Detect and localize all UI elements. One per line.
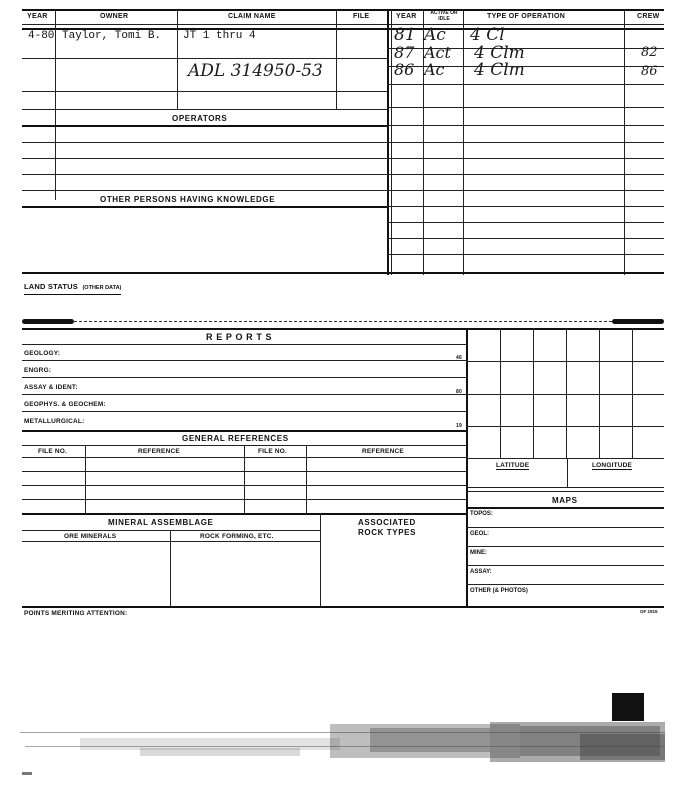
ore-minerals-label: ORE MINERALS <box>64 533 117 540</box>
points-meriting-attention: POINTS MERITING ATTENTION: <box>24 610 128 617</box>
report-geology-label: GEOLOGY: <box>24 350 61 357</box>
header-type-of-operation: TYPE OF OPERATION <box>487 13 566 20</box>
rock-forming-label: ROCK FORMING, ETC. <box>200 533 274 540</box>
header-crew: CREW <box>637 13 660 20</box>
gr-file-no-2: FILE NO. <box>258 448 288 455</box>
activity-operation-3: 4 Clm <box>474 60 525 80</box>
activity-status-3: Ac <box>424 60 445 79</box>
reports-bar-left <box>22 319 74 324</box>
activity-crew-2: 82 <box>641 45 658 60</box>
reports-bar-right <box>612 319 664 324</box>
header-year: YEAR <box>27 13 48 20</box>
mineral-assemblage-title: MINERAL ASSEMBLAGE <box>108 518 214 527</box>
header-active-idle: ACTIVE OR IDLE <box>430 10 458 22</box>
operators-title: OPERATORS <box>172 114 228 123</box>
form-number: GF 1915 <box>640 609 658 614</box>
rock-types-title: ROCK TYPES <box>358 528 417 537</box>
gr-file-no-1: FILE NO. <box>38 448 68 455</box>
report-metallurgical-num: 19 <box>456 423 462 429</box>
header-year-2: YEAR <box>396 13 417 20</box>
header-claim-name: CLAIM NAME <box>228 13 276 20</box>
header-file: FILE <box>353 13 370 20</box>
maps-title: MAPS <box>552 496 578 505</box>
maps-assay: ASSAY: <box>470 569 492 575</box>
maps-topos: TOPOS: <box>470 511 493 517</box>
activity-status-2: Act <box>424 43 451 62</box>
activity-year-3: 86 <box>394 60 415 79</box>
activity-crew-3: 86 <box>641 64 658 79</box>
general-references-title: GENERAL REFERENCES <box>182 434 289 443</box>
scan-noise-bar <box>20 718 665 768</box>
report-assay-num: 80 <box>456 389 462 395</box>
report-geophys-label: GEOPHYS. & GEOCHEM: <box>24 401 106 408</box>
land-status-title <box>24 276 121 295</box>
land-status-label: LAND STATUS <box>24 282 79 291</box>
record-year: 4-80 <box>28 30 55 42</box>
activity-year-1: 81 <box>394 25 416 45</box>
reports-title: R E P O R T S <box>206 332 273 342</box>
record-owner: Taylor, Tomi B. <box>62 30 162 42</box>
gr-reference-2: REFERENCE <box>362 448 404 455</box>
record-claim-name: JT 1 thru 4 <box>183 30 256 42</box>
other-persons-title: OTHER PERSONS HAVING KNOWLEDGE <box>100 195 276 204</box>
activity-operation-1: 4 Cl <box>470 25 505 45</box>
activity-status-1: Ac <box>424 25 446 45</box>
header-owner: OWNER <box>100 13 129 20</box>
associated-title: ASSOCIATED <box>358 518 416 527</box>
report-engrg-label: ENGRG: <box>24 367 52 374</box>
record-adl-handwritten: ADL 314950-53 <box>188 61 323 81</box>
report-geology-num: 46 <box>456 355 462 361</box>
latitude-label: LATITUDE <box>496 462 530 469</box>
maps-geol: GEOL: <box>470 531 489 537</box>
report-assay-label: ASSAY & IDENT: <box>24 384 78 391</box>
scan-speck <box>22 772 32 775</box>
scan-dark-block <box>612 693 644 721</box>
maps-mine: MINE: <box>470 550 487 556</box>
activity-year-2: 87 <box>394 43 415 62</box>
maps-other: OTHER (& PHOTOS) <box>470 588 528 594</box>
report-metallurgical-label: METALLURGICAL: <box>24 418 85 425</box>
longitude-label: LONGITUDE <box>592 462 633 469</box>
gr-reference-1: REFERENCE <box>138 448 180 455</box>
land-status-sub: (OTHER DATA) <box>82 285 122 291</box>
activity-operation-2: 4 Clm <box>474 43 525 63</box>
